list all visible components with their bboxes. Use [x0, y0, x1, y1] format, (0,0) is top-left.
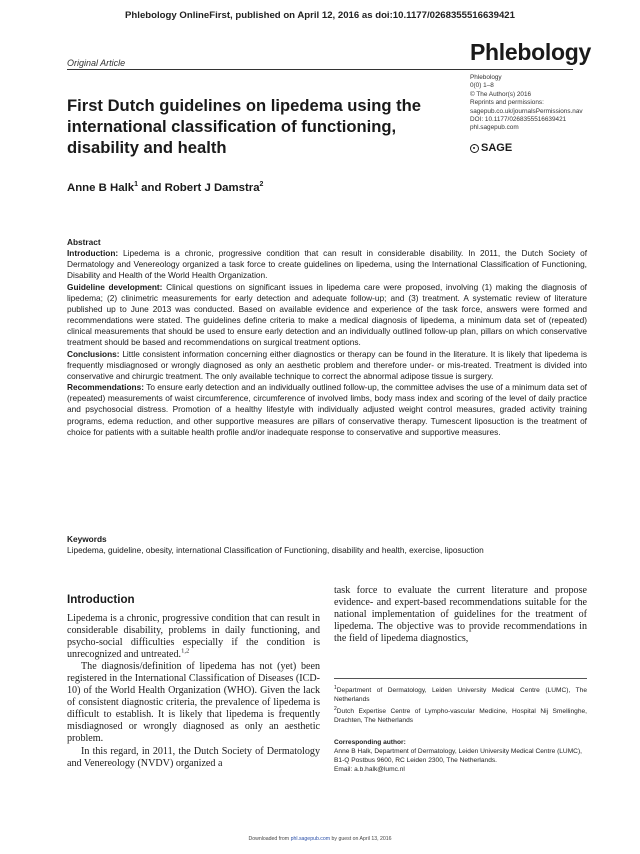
publisher-logo [470, 142, 512, 154]
meta-line: 0(0) 1–8 [470, 82, 494, 90]
keywords [67, 534, 587, 556]
footnote-rule [334, 678, 587, 679]
affiliation-text: Department of Dermatology, Leiden University Medical Centre (LUMC), The Netherlands [334, 687, 587, 704]
affiliation-marker: 2 [334, 706, 337, 713]
online-first-banner: Phlebology OnlineFirst, published on April 12, 2016 as doi:10.1177/0268355516639421 [125, 10, 515, 21]
publisher-logo-text: SAGE [481, 142, 513, 154]
abstract-section-text: Little consistent information concerning either diagnostics or therapy can be found in the literature. It is likely that lipedema is frequently misdiagnosed or wrongly diagnosed as only an aesthetic problem and therefore under- or mis-treated. Treatment is divided into conservative and chirurgic treatment. The only available technique to correct the abnormal adipose tissue is surgery. [67, 348, 587, 381]
introduction-right-column [334, 585, 587, 645]
abstract-section-conclusions [67, 349, 587, 382]
abstract [67, 237, 587, 438]
abstract-section-text: To ensure early detection and an individually outlined follow-up, the committee advises the use of a minimum data set of (repeated) measurements of waist circumference, circumference of involved limbs, body mass index and scoring of the level of daily practice and psychosocial distress. Promotion of a healthy lifestyle with individually adjusted weight control measures, graded activity training programs, edema reduction, and other supportive measures are pillars of conservative therapy. Tumescent liposuction is the treatment of choice for patients with a suitable health profile and/or inadequate response to conservative and supportive measures. [67, 382, 587, 437]
meta-line: Reprints and permissions: [470, 99, 544, 107]
keywords-heading: Keywords [67, 534, 107, 544]
journal-site-link[interactable]: phl.sagepub.com [470, 124, 519, 132]
abstract-section-label: Conclusions: [67, 348, 120, 359]
abstract-section-label: Recommendations: [67, 382, 144, 393]
body-paragraph: task force to evaluate the current literature and propose evidence- and expert-based recommendations suitable for the national implementation of guidelines for the treatment of lipedema. The objective was to provide recommendations in the field of lipedema diagnostics, [334, 585, 587, 645]
author-name: Anne B Halk [67, 181, 135, 194]
abstract-section-label: Guideline development: [67, 281, 163, 292]
corresponding-author-heading: Corresponding author: [334, 739, 406, 746]
citation-marker[interactable]: 1,2 [181, 647, 190, 655]
corresponding-author-address: Anne B Halk, Department of Dermatology, Leiden University Medical Centre (LUMC), B1-Q Postbus 9600, RC Leiden 2300, The Netherlands. [334, 748, 582, 764]
footer-suffix: by guest on April 13, 2016 [330, 836, 392, 842]
keywords-text: Lipedema, guideline, obesity, international Classification of Functioning, disability and health, exercise, liposuction [67, 545, 484, 555]
body-paragraph [67, 746, 320, 770]
paragraph-text: Lipedema is a chronic, progressive condition that can result in considerable disability, problems in daily functioning, and psycho-social difficulties especially if the condition is unrecognized and untreated. [67, 613, 320, 661]
affiliation-item [334, 684, 587, 704]
sage-circle-icon [470, 144, 479, 153]
meta-line: Phlebology [470, 74, 502, 81]
article-type-label: Original Article [67, 58, 126, 68]
doi-line: DOI: 10.1177/0268355516639421 [470, 116, 567, 124]
article-title: First Dutch guidelines on lipedema using the international classification of functioning, disability and health [67, 96, 422, 157]
author-list [67, 181, 263, 194]
permissions-link[interactable]: sagepub.co.uk/journalsPermissions.nav [470, 107, 583, 115]
author-affiliation-marker: 2 [259, 181, 264, 188]
abstract-section-label: Introduction: [67, 248, 119, 259]
body-paragraph [67, 661, 320, 745]
abstract-section-recommendations [67, 382, 587, 438]
header-rule [67, 69, 573, 70]
introduction-heading: Introduction [67, 593, 135, 606]
author-affiliation-marker: 1 [134, 181, 138, 188]
abstract-section-text: Clinical questions on significant issues in lipedema care were proposed, involving (1) making the diagnosis of lipedema; (2) clinimetric measurements for early detection and adequate follow-up; and (3) treatment. A systematic review of literature published up to June 2013 was conducted. Based on available evidence and experience of the task force, answers were formed and recommendations were stated. The guidelines define criteria to make a medical diagnosis of lipedema, a minimum data set of (repeated) clinical measurements that should be used to ensure early detection and an individually outlined follow-up plan, pillars on which conservative treatment should be based and recommendations on surgical treatment options. [67, 281, 587, 348]
corresponding-author-email[interactable]: Email: a.b.halk@lumc.nl [334, 766, 405, 773]
abstract-section-introduction [67, 248, 587, 281]
paragraph-text: The diagnosis/definition of lipedema has not (yet) been registered in the International Classification of Diseases (ICD-10) of the World Health Organization (WHO). Given the lack of consistent diagnostic criteria, the prevalence of lipedema is difficult to establish. It is likely that lipedema is frequently misdiagnosed or wrongly diagnosed as only an aesthetic problem. [67, 661, 320, 745]
paragraph-text: In this regard, in 2011, the Dutch Society of Dermatology and Venereology (NVDV) organized a [67, 745, 320, 769]
meta-line: © The Author(s) 2016 [470, 90, 532, 98]
author-joiner: and [138, 181, 165, 194]
corresponding-author [334, 738, 587, 774]
introduction-left-column [67, 613, 320, 770]
journal-logo: Phlebology [470, 39, 591, 65]
abstract-section-text: Lipedema is a chronic, progressive condition that can result in considerable disability. In 2011, the Dutch Society of Dermatology and Venereology organized a task force to create guidelines on lipedema, using the International Classification of Functioning, Disability and Health of the World Health Organization. [67, 248, 587, 281]
affiliations [334, 684, 587, 726]
affiliation-marker: 1 [334, 685, 337, 691]
author-name: Robert J Damstra [164, 181, 260, 194]
affiliation-item [334, 705, 587, 725]
download-footer [0, 836, 640, 842]
affiliation-text: Dutch Expertise Centre of Lympho-vascular Medicine, Hospital Nij Smellinghe, Drachten, The Netherlands [334, 708, 587, 725]
abstract-section-guideline-development [67, 282, 587, 349]
footer-site-link[interactable]: phl.sagepub.com [290, 836, 331, 842]
journal-meta-block [470, 74, 583, 133]
abstract-heading: Abstract [67, 237, 101, 247]
footer-prefix: Downloaded from [248, 836, 291, 842]
body-paragraph [67, 613, 320, 661]
